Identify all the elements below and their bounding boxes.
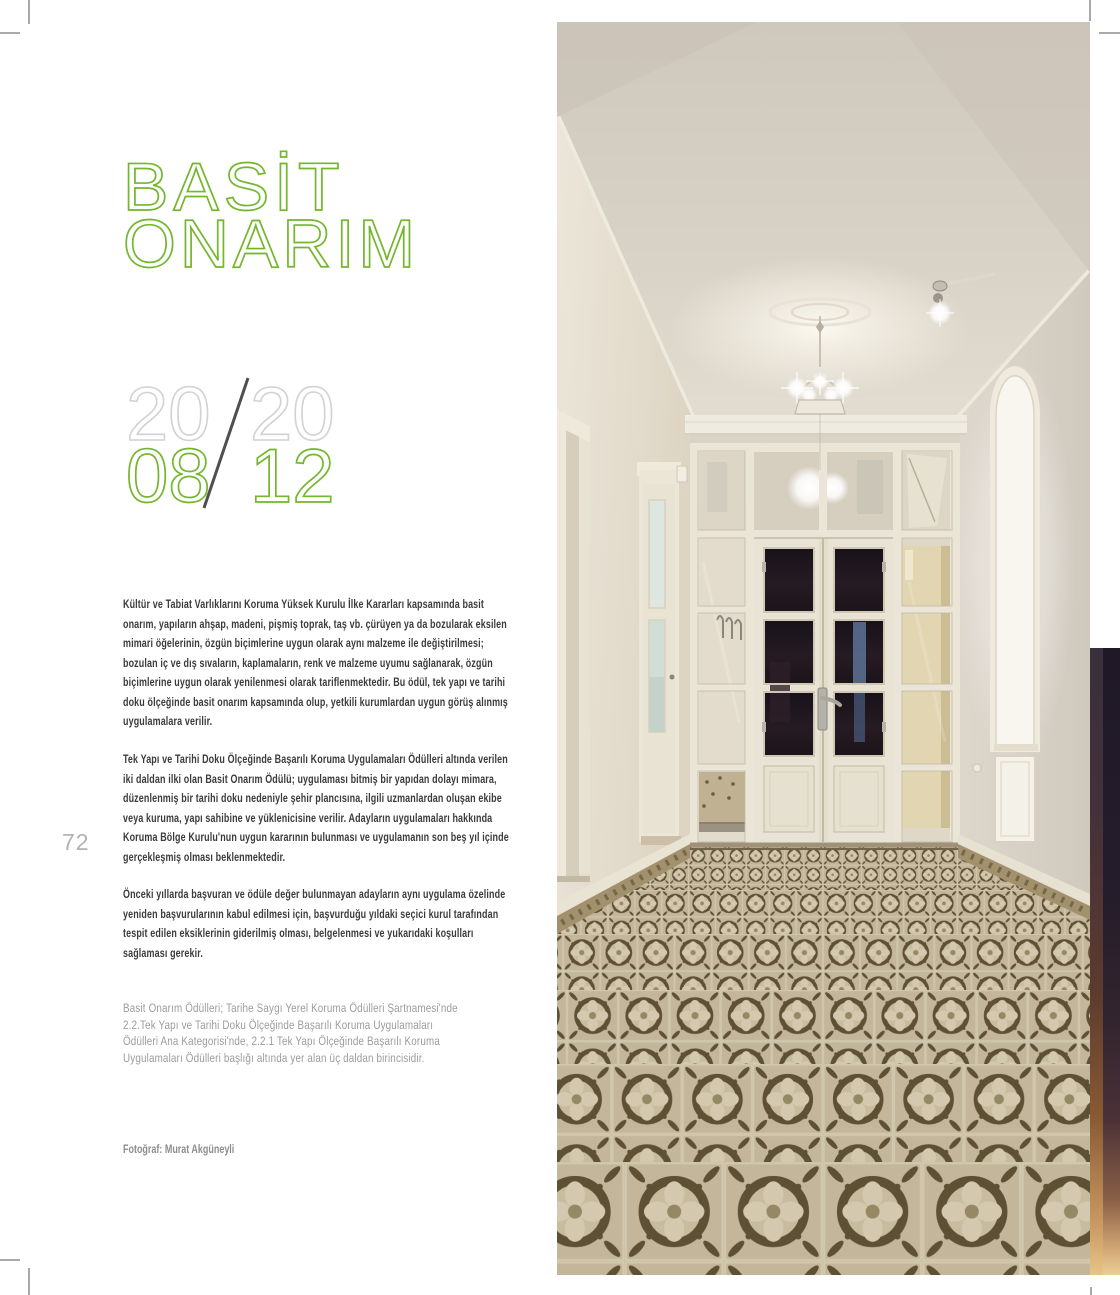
- arched-niche: [955, 352, 1075, 772]
- photo-credit: Fotoğraf: Murat Akgüneyli: [123, 1143, 235, 1156]
- wall-panel: [995, 756, 1035, 842]
- next-page-photo-strip-right: [1103, 648, 1120, 1275]
- left-edge-door: [557, 410, 590, 882]
- title-line-2: ONARIM: [123, 206, 419, 282]
- date-year-bottom-right: 12: [250, 434, 335, 518]
- cropmark-bottom-left-h: [0, 1259, 20, 1261]
- paragraph-1: Kültür ve Tabiat Varlıklarını Koruma Yüksek Kurulu İlke Kararları kapsamında basit onarım, yapıların ahşap, madeni, pişmiş toprak, taş vb. çürüyen ya da bozularak eksilen mimari öğelerinin, özgün biçimlerine uygun olarak aynı malzeme ile değiştirilmesi; bozulan iç ve dış sıvaların, kaplamaların, renk ve malzeme uyumu sağlanarak, özgün biçimlerine uygun olarak yenilenmesi olarak tariflenmektedir. Bu ödül, tek yapı ve tarihi doku ölçeğinde basit onarım kapsamında olup, yetkili kurumlardan uygun görüş alınmış uygulamalara verilir.: [123, 597, 508, 729]
- frosted-door: [637, 462, 681, 845]
- page-number: 72: [62, 829, 90, 855]
- cropmark-top-left-h: [0, 32, 20, 34]
- date-year-top-left: 20: [126, 372, 211, 457]
- date-slash: [204, 378, 248, 508]
- double-door: [754, 538, 893, 842]
- wall-outlet: [973, 764, 981, 772]
- far-crown-molding: [685, 415, 967, 435]
- hallway-photo: [557, 22, 1090, 1275]
- page-title: [118, 128, 438, 293]
- curtain-reflection: [853, 622, 866, 684]
- next-page-photo-strip-left: [1090, 648, 1103, 1275]
- date-month: 08: [126, 434, 211, 518]
- cropmark-bottom-left-v: [28, 1268, 30, 1295]
- bench: [697, 772, 749, 832]
- tiled-floor: [557, 834, 1090, 1275]
- date-block: [120, 368, 360, 518]
- date-year-top-right: 20: [250, 372, 335, 457]
- light-switch: [677, 466, 687, 482]
- cropmark-top-left-v: [28, 0, 30, 24]
- paragraph-2: Tek Yapı ve Tarihi Doku Ölçeğinde Başarılı Koruma Uygulamaları Ödülleri altında verilen iki daldan ilki olan Basit Onarım Ödülü; uygulaması bitmiş bir yapıdan dolayı mimara, düzenlenmiş bir tarihi doku nedeniyle şehir plancısına, ilgili uzmanlardan oluşan ekibe veya kuruma, yapı sahibine ve yüklenicisine verilir. Adayların uygulamaları hakkında Koruma Bölge Kurulu'nun uygun kararının bulunması ve uygulamanın son beş yıl içinde gerçekleşmiş olması beklenmektedir.: [123, 752, 509, 864]
- cropmark-bottom-right-v: [1090, 1287, 1092, 1295]
- cropmark-top-right-v: [1089, 0, 1091, 21]
- paragraph-3: Önceki yıllarda başvuran ve ödüle değer bulunmayan adayların aynı uygulama özelinde yeniden başvurularının kabul edilmesi için, başvurduğu yıldaki seçici kurul tarafından tespit edilen eksiklerinin giderilmiş olması, belgelenmesi ve yukarıdaki koşulları sağlaması gerekir.: [123, 887, 506, 960]
- title-line-1: BASİT: [123, 149, 345, 225]
- cropmark-top-right-h: [1099, 32, 1120, 34]
- footnote: Basit Onarım Ödülleri; Tarihe Saygı Yerel Koruma Ödülleri Şartnamesi'nde 2.2.Tek Yapı ve Tarihi Doku Ölçeğinde Başarılı Koruma Uygulamaları Ödülleri Ana Kategorisi'nde, 2.2.1 Tek Yapı Ölçeğinde Başarılı Koruma Uygulamaları Ödülleri başlığı altında yer alan üç daldan birincisidir.: [123, 1001, 458, 1066]
